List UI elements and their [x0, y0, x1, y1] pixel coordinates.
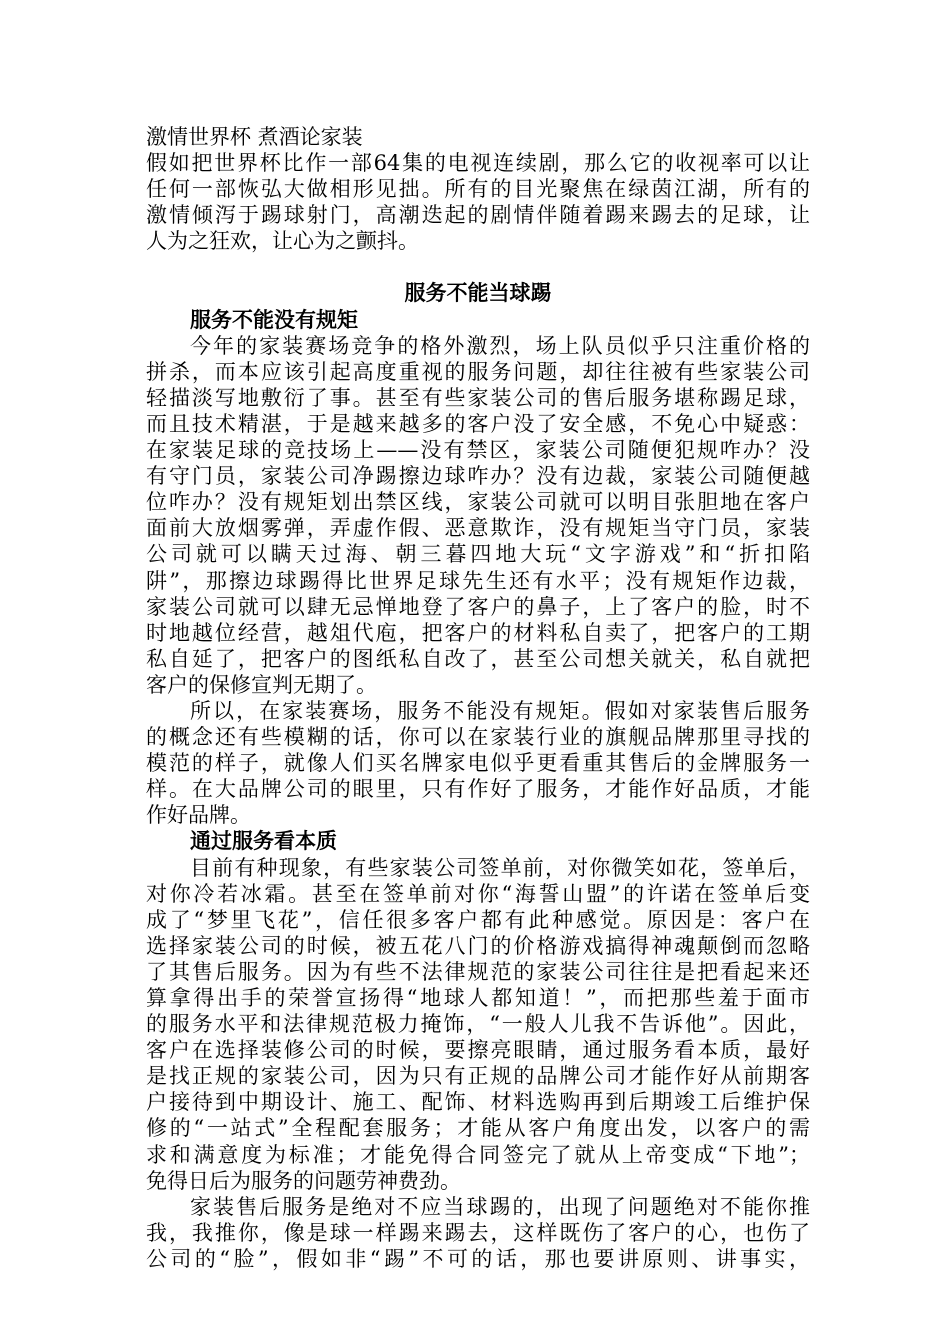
text-line: 时地越位经营，越俎代庖，把客户的材料私自卖了，把客户的工期: [146, 620, 810, 645]
text-line: 阱”，那擦边球踢得比世界足球先生还有水平；没有规矩作边裁，: [146, 568, 810, 593]
text-line: 求和满意度为标准；才能免得合同签完了就从上帝变成“下地”；: [146, 1142, 810, 1167]
main-heading: 服务不能当球踢: [404, 280, 552, 306]
paragraph: [146, 1194, 810, 1272]
text-line: 免得日后为服务的问题劳神费劲。: [146, 1168, 461, 1193]
text-line: 激情倾泻于踢球射门，高潮迭起的剧情伴随着踢来踢去的足球，让: [146, 203, 810, 228]
text-line: 样。在大品牌公司的眼里，只有作好了服务，才能作好品质，才能: [146, 777, 810, 802]
document-page: [146, 124, 810, 1272]
text-line: 了其售后服务。因为有些不法律规范的家装公司往往是把看起来还: [146, 959, 810, 984]
text-line: 客户的保修宣判无期了。: [146, 672, 377, 697]
text-line: 修的“一站式”全程配套服务；才能从客户角度出发，以客户的需: [146, 1116, 810, 1141]
text-line: 家装公司就可以肆无忌惮地登了客户的鼻子，上了客户的脸，时不: [146, 594, 810, 619]
text-line: 对你冷若冰霜。甚至在签单前对你“海誓山盟”的许诺在签单后变: [146, 881, 810, 906]
text-line: 所以，在家装赛场，服务不能没有规矩。假如对家装售后服务: [190, 698, 810, 723]
text-line: 作好品牌。: [146, 803, 251, 828]
text-line: 位咋办？没有规矩划出禁区线，家装公司就可以明目张胆地在客户: [146, 490, 810, 515]
paragraph: [146, 855, 810, 1194]
text-line: 而且技术精湛，于是越来越多的客户没了安全感，不免心中疑惑：: [146, 411, 810, 436]
text-line: 算拿得出手的荣誉宣扬得“地球人都知道！”，而把那些羞于面市: [146, 986, 810, 1010]
section-heading: 服务不能没有规矩: [190, 306, 358, 332]
text-line: 我，我推你，像是球一样踢来踢去，这样既伤了客户的心，也伤了: [146, 1220, 810, 1245]
text-line: 有守门员，家装公司净踢擦边球咋办？没有边裁，家装公司随便越: [146, 464, 810, 489]
text-line: 拼杀，而本应该引起高度重视的服务问题，却往往被有些家装公司: [146, 359, 810, 384]
text-line: 假如把世界杯比作一部64集的电视连续剧，那么它的收视率可以让: [146, 151, 810, 176]
text-line: 客户在选择装修公司的时候，要擦亮眼睛，通过服务看本质，最好: [146, 1038, 810, 1063]
text-line: 的服务水平和法律规范极力掩饰，“一般人儿我不告诉他”。因此，: [146, 1012, 810, 1037]
text-line: 任何一部恢弘大做相形见拙。所有的目光聚焦在绿茵江湖，所有的: [146, 177, 810, 202]
text-line: 人为之狂欢，让心为之颤抖。: [146, 229, 419, 254]
text-line: 公司就可以瞒天过海、朝三暮四地大玩“文字游戏”和“折扣陷: [146, 542, 810, 567]
text-line: 成了“梦里飞花”，信任很多客户都有此种感觉。原因是：客户在: [146, 907, 810, 932]
text-line: 在家装足球的竞技场上——没有禁区，家装公司随便犯规咋办？没: [146, 438, 810, 463]
paragraph: [146, 333, 810, 698]
document-title: 激情世界杯 煮酒论家装: [146, 125, 363, 149]
text-line: 面前大放烟雾弹，弄虚作假、恶意欺诈，没有规矩当守门员，家装: [146, 516, 810, 541]
text-line: 户接待到中期设计、施工、配饰、材料选购再到后期竣工后维护保: [146, 1090, 810, 1115]
text-line: 今年的家装赛场竞争的格外激烈，场上队员似乎只注重价格的: [190, 333, 810, 358]
text-line: 的概念还有些模糊的话，你可以在家装行业的旗舰品牌那里寻找的: [146, 725, 810, 750]
text-line: 模范的样子，就像人们买名牌家电似乎更看重其售后的金牌服务一: [146, 751, 810, 776]
text-line: 目前有种现象，有些家装公司签单前，对你微笑如花，签单后，: [190, 855, 810, 880]
paragraph: [146, 698, 810, 828]
text-line: 私自延了，把客户的图纸私自改了，甚至公司想关就关，私自就把: [146, 646, 810, 671]
text-line: 是找正规的家装公司，因为只有正规的品牌公司才能作好从前期客: [146, 1064, 810, 1089]
text-line: 家装售后服务是绝对不应当球踢的，出现了问题绝对不能你推: [190, 1194, 810, 1219]
text-line: 公司的“脸”，假如非“踢”不可的话，那也要讲原则、讲事实，: [146, 1246, 810, 1271]
section-heading: 通过服务看本质: [190, 828, 337, 854]
text-line: 轻描淡写地敷衍了事。甚至有些家装公司的售后服务堪称踢足球，: [146, 385, 810, 410]
intro-paragraph: [146, 150, 810, 254]
text-line: 选择家装公司的时候，被五花八门的价格游戏搞得神魂颠倒而忽略: [146, 933, 810, 958]
